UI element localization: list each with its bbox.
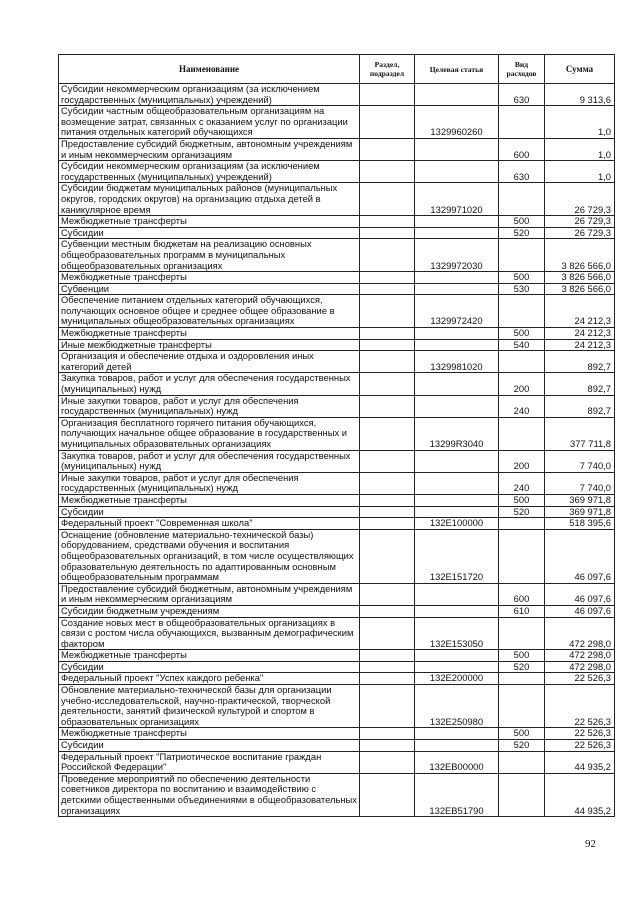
row-expense-type: 610 (499, 605, 545, 617)
row-target-code (415, 605, 499, 617)
row-expense-type: 540 (499, 339, 545, 351)
table-row (59, 328, 615, 340)
table-row (59, 740, 615, 752)
row-sum: 46 097,6 (545, 529, 615, 583)
row-section (360, 494, 415, 506)
row-name: Субсидии некоммерческим организациям (за исключением государственных (муниципальных) учреждений) (59, 161, 360, 183)
row-name: Межбюджетные трансферты (59, 650, 360, 662)
row-sum: 22 526,3 (545, 728, 615, 740)
row-name: Иные межбюджетные трансферты (59, 339, 360, 351)
row-sum: 9 313,6 (545, 84, 615, 106)
row-target-code (415, 84, 499, 106)
row-sum: 22 526,3 (545, 673, 615, 685)
row-section (360, 283, 415, 295)
table-row (59, 161, 615, 183)
row-section (360, 728, 415, 740)
row-expense-type (499, 351, 545, 373)
row-sum: 44 935,2 (545, 751, 615, 773)
table-row (59, 617, 615, 650)
row-target-code (415, 283, 499, 295)
row-section (360, 216, 415, 228)
row-section (360, 529, 415, 583)
row-name: Создание новых мест в общеобразовательных организациях в связи с ростом числа обучающихся, вызванным демографическим фактором (59, 617, 360, 650)
row-sum: 46 097,6 (545, 605, 615, 617)
header-target: Целевая статья (415, 55, 499, 84)
table-row (59, 272, 615, 284)
row-sum: 1,0 (545, 138, 615, 160)
row-name: Предоставление субсидий бюджетным, автономным учреждениям и иным некоммерческим организациям (59, 583, 360, 605)
row-target-code (415, 272, 499, 284)
table-row (59, 472, 615, 494)
row-sum: 26 729,3 (545, 227, 615, 239)
row-expense-type (499, 685, 545, 728)
row-name: Межбюджетные трансферты (59, 494, 360, 506)
row-target-code (415, 328, 499, 340)
row-target-code: 132EB51790 (415, 773, 499, 816)
row-section (360, 272, 415, 284)
row-section (360, 138, 415, 160)
row-sum: 3 826 566,0 (545, 239, 615, 272)
row-name: Субсидии (59, 227, 360, 239)
table-row (59, 728, 615, 740)
row-target-code: 1329972420 (415, 295, 499, 328)
row-name: Субвенции (59, 283, 360, 295)
row-sum: 46 097,6 (545, 583, 615, 605)
row-expense-type: 200 (499, 450, 545, 472)
row-expense-type: 520 (499, 227, 545, 239)
row-expense-type (499, 106, 545, 139)
row-target-code (415, 373, 499, 395)
table-row (59, 450, 615, 472)
row-sum: 369 971,8 (545, 506, 615, 518)
table-row (59, 518, 615, 530)
table-row (59, 395, 615, 417)
row-target-code (415, 506, 499, 518)
row-name: Федеральный проект "Успех каждого ребенка" (59, 673, 360, 685)
row-expense-type (499, 417, 545, 450)
row-expense-type: 600 (499, 138, 545, 160)
row-target-code: 1329972030 (415, 239, 499, 272)
table-row (59, 106, 615, 139)
table-row (59, 216, 615, 228)
table-row (59, 773, 615, 816)
row-expense-type: 600 (499, 583, 545, 605)
row-sum: 26 729,3 (545, 183, 615, 216)
header-name: Наименование (59, 55, 360, 84)
row-name: Иные закупки товаров, работ и услуг для обеспечения государственных (муниципальных) нужд (59, 472, 360, 494)
row-expense-type: 500 (499, 728, 545, 740)
row-target-code (415, 472, 499, 494)
row-sum: 892,7 (545, 395, 615, 417)
row-sum: 7 740,0 (545, 472, 615, 494)
row-target-code (415, 450, 499, 472)
header-section: Раздел, подраздел (360, 55, 415, 84)
row-sum: 377 711,8 (545, 417, 615, 450)
table-body (59, 84, 615, 817)
row-section (360, 295, 415, 328)
row-name: Субсидии бюджетным учреждениям (59, 605, 360, 617)
row-name: Субсидии бюджетам муниципальных районов (муниципальных округов, городских округов) на организацию отдыха детей в каникулярное время (59, 183, 360, 216)
table-row (59, 138, 615, 160)
row-expense-type (499, 529, 545, 583)
table-row (59, 239, 615, 272)
row-sum: 7 740,0 (545, 450, 615, 472)
row-sum: 24 212,3 (545, 339, 615, 351)
row-name: Межбюджетные трансферты (59, 216, 360, 228)
row-sum: 472 298,0 (545, 661, 615, 673)
row-section (360, 161, 415, 183)
row-section (360, 518, 415, 530)
row-section (360, 506, 415, 518)
page-number: 92 (585, 838, 596, 850)
row-target-code (415, 494, 499, 506)
row-expense-type: 200 (499, 373, 545, 395)
row-section (360, 183, 415, 216)
row-name: Субсидии некоммерческим организациям (за исключением государственных (муниципальных) учреждений) (59, 84, 360, 106)
row-target-code: 132E153050 (415, 617, 499, 650)
row-sum: 3 826 566,0 (545, 283, 615, 295)
row-expense-type: 520 (499, 506, 545, 518)
row-name: Обеспечение питанием отдельных категорий обучающихся, получающих основное общее и среднее общее образование в муниципальных общеобразовательных организациях (59, 295, 360, 328)
row-section (360, 650, 415, 662)
table-header (59, 55, 615, 84)
row-target-code: 13299R3040 (415, 417, 499, 450)
row-target-code: 132E200000 (415, 673, 499, 685)
row-section (360, 227, 415, 239)
budget-table (58, 54, 615, 817)
row-section (360, 328, 415, 340)
row-sum: 892,7 (545, 373, 615, 395)
document-page (58, 54, 614, 817)
row-section (360, 351, 415, 373)
row-section (360, 239, 415, 272)
table-row (59, 673, 615, 685)
row-expense-type (499, 239, 545, 272)
row-section (360, 773, 415, 816)
row-name: Межбюджетные трансферты (59, 728, 360, 740)
row-target-code: 132E100000 (415, 518, 499, 530)
row-target-code: 132EB00000 (415, 751, 499, 773)
row-sum: 518 395,6 (545, 518, 615, 530)
table-row (59, 84, 615, 106)
table-row (59, 583, 615, 605)
row-section (360, 472, 415, 494)
row-section (360, 373, 415, 395)
row-sum: 1,0 (545, 106, 615, 139)
row-expense-type (499, 751, 545, 773)
row-target-code (415, 583, 499, 605)
row-section (360, 450, 415, 472)
row-expense-type: 520 (499, 740, 545, 752)
table-row (59, 650, 615, 662)
table-row (59, 685, 615, 728)
row-name: Межбюджетные трансферты (59, 272, 360, 284)
table-row (59, 283, 615, 295)
row-section (360, 583, 415, 605)
table-row (59, 351, 615, 373)
row-name: Федеральный проект "Патриотическое воспитание граждан Российской Федерации" (59, 751, 360, 773)
row-expense-type: 530 (499, 283, 545, 295)
row-target-code (415, 138, 499, 160)
row-target-code (415, 161, 499, 183)
row-sum: 1,0 (545, 161, 615, 183)
row-target-code: 1329981020 (415, 351, 499, 373)
row-sum: 369 971,8 (545, 494, 615, 506)
row-section (360, 661, 415, 673)
row-sum: 22 526,3 (545, 740, 615, 752)
table-row (59, 494, 615, 506)
row-expense-type (499, 673, 545, 685)
row-target-code (415, 650, 499, 662)
row-section (360, 673, 415, 685)
row-name: Субвенции местным бюджетам на реализацию основных общеобразовательных программ в муниципальных общеобразовательных организациях (59, 239, 360, 272)
row-target-code (415, 661, 499, 673)
row-sum: 472 298,0 (545, 650, 615, 662)
row-section (360, 395, 415, 417)
row-section (360, 417, 415, 450)
row-expense-type: 500 (499, 494, 545, 506)
row-sum: 24 212,3 (545, 295, 615, 328)
row-expense-type: 520 (499, 661, 545, 673)
row-target-code (415, 395, 499, 417)
row-expense-type: 500 (499, 272, 545, 284)
row-target-code (415, 740, 499, 752)
row-expense-type (499, 518, 545, 530)
table-row (59, 529, 615, 583)
table-row (59, 417, 615, 450)
row-expense-type: 500 (499, 328, 545, 340)
row-sum: 22 526,3 (545, 685, 615, 728)
table-row (59, 373, 615, 395)
row-name: Обновление материально-технической базы для организации учебно-исследовательской, научно-практической, творческой деятельности, занятий физической культурой и спортом в образовательных организациях (59, 685, 360, 728)
row-name: Субсидии частным общеобразовательным организациям на возмещение затрат, связанных с оказанием услуг по организации питания отдельных категорий обучающихся (59, 106, 360, 139)
row-expense-type: 630 (499, 84, 545, 106)
row-name: Субсидии (59, 740, 360, 752)
row-name: Организация бесплатного горячего питания обучающихся, получающих начальное общее образование в государственных и муниципальных образовательных организациях (59, 417, 360, 450)
table-row (59, 605, 615, 617)
row-name: Субсидии (59, 661, 360, 673)
row-target-code (415, 227, 499, 239)
row-expense-type (499, 617, 545, 650)
row-name: Иные закупки товаров, работ и услуг для обеспечения государственных (муниципальных) нужд (59, 395, 360, 417)
row-sum: 24 212,3 (545, 328, 615, 340)
row-expense-type: 630 (499, 161, 545, 183)
row-expense-type: 500 (499, 650, 545, 662)
table-row (59, 227, 615, 239)
row-target-code: 1329971020 (415, 183, 499, 216)
row-section (360, 605, 415, 617)
header-type: Вид расходов (499, 55, 545, 84)
row-expense-type (499, 183, 545, 216)
row-section (360, 106, 415, 139)
row-name: Проведение мероприятий по обеспечению деятельности советников директора по воспитанию и взаимодействию с детскими общественными объединениями в общеобразовательных организациях (59, 773, 360, 816)
table-row (59, 506, 615, 518)
row-name: Предоставление субсидий бюджетным, автономным учреждениям и иным некоммерческим организациям (59, 138, 360, 160)
row-section (360, 617, 415, 650)
row-sum: 26 729,3 (545, 216, 615, 228)
row-sum: 3 826 566,0 (545, 272, 615, 284)
row-section (360, 740, 415, 752)
row-name: Закупка товаров, работ и услуг для обеспечения государственных (муниципальных) нужд (59, 450, 360, 472)
row-sum: 472 298,0 (545, 617, 615, 650)
row-expense-type (499, 295, 545, 328)
table-row (59, 183, 615, 216)
row-sum: 892,7 (545, 351, 615, 373)
row-target-code (415, 339, 499, 351)
row-name: Закупка товаров, работ и услуг для обеспечения государственных (муниципальных) нужд (59, 373, 360, 395)
row-name: Федеральный проект "Современная школа" (59, 518, 360, 530)
row-target-code: 132E250980 (415, 685, 499, 728)
row-name: Организация и обеспечение отдыха и оздоровления иных категорий детей (59, 351, 360, 373)
table-row (59, 339, 615, 351)
row-target-code: 132E151720 (415, 529, 499, 583)
row-name: Межбюджетные трансферты (59, 328, 360, 340)
row-target-code: 1329960260 (415, 106, 499, 139)
table-row (59, 661, 615, 673)
row-sum: 44 935,2 (545, 773, 615, 816)
header-sum: Сумма (545, 55, 615, 84)
row-expense-type: 240 (499, 395, 545, 417)
row-target-code (415, 728, 499, 740)
table-row (59, 751, 615, 773)
table-row (59, 295, 615, 328)
row-section (360, 84, 415, 106)
row-section (360, 751, 415, 773)
row-expense-type: 500 (499, 216, 545, 228)
row-target-code (415, 216, 499, 228)
row-name: Субсидии (59, 506, 360, 518)
row-name: Оснащение (обновление материально-технической базы) оборудованием, средствами обучения и воспитания общеобразовательных организаций, в том числе осуществляющих образовательную деятельность по адаптированным основным общеобразовательным программам (59, 529, 360, 583)
row-expense-type (499, 773, 545, 816)
row-expense-type: 240 (499, 472, 545, 494)
row-section (360, 339, 415, 351)
row-section (360, 685, 415, 728)
